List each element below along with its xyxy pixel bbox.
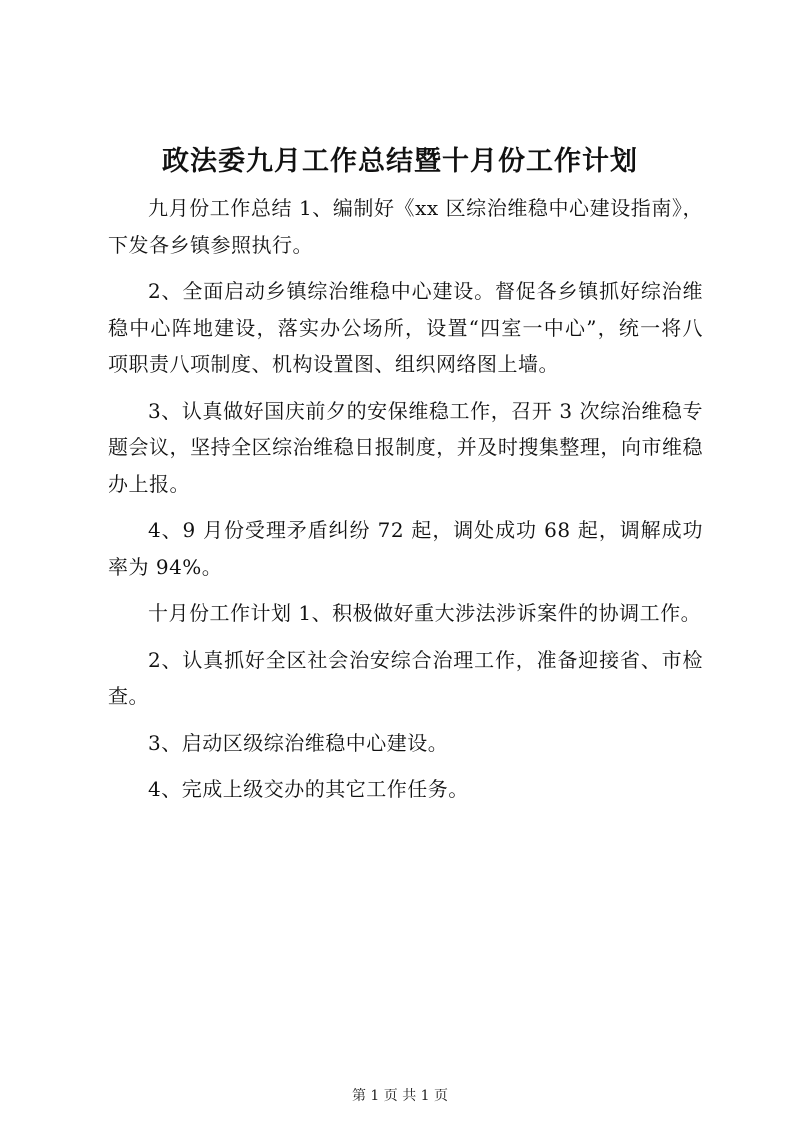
- paragraph-october-plan-4: 4、完成上级交办的其它工作任务。: [148, 777, 469, 801]
- paragraph-september-summary-1: 九月份工作总结 1、编制好《xx 区综治维稳中心建设指南》，下发各乡镇参照执行。: [108, 196, 703, 257]
- paragraph-september-summary-3: 3、认真做好国庆前夕的安保维稳工作，召开 3 次综治维稳专题会议，坚持全区综治维稳日报制度，并及时搜集整理，向市维稳办上报。: [108, 398, 703, 496]
- document-title: 政法委九月工作总结暨十月份工作计划: [162, 146, 638, 177]
- document-body: [108, 190, 703, 818]
- paragraph-september-summary-4: 4、9 月份受理矛盾纠纷 72 起，调处成功 68 起，调解成功率为 94%。: [108, 518, 703, 579]
- paragraph-october-plan-3: 3、启动区级综治维稳中心建设。: [148, 730, 449, 755]
- paragraph-september-summary-2: 2、全面启动乡镇综治维稳中心建设。督促各乡镇抓好综治维稳中心阵地建设，落实办公场所，设置“四室一中心”，统一将八项职责八项制度、机构设置图、组织网络图上墙。: [108, 279, 703, 376]
- paragraph-october-plan-1: 十月份工作计划 1、积极做好重大涉法涉诉案件的协调工作。: [148, 601, 702, 625]
- page-number-footer: 第 1 页 共 1 页: [351, 1088, 449, 1104]
- paragraph-october-plan-2: 2、认真抓好全区社会治安综合治理工作，准备迎接省、市检查。: [108, 647, 703, 708]
